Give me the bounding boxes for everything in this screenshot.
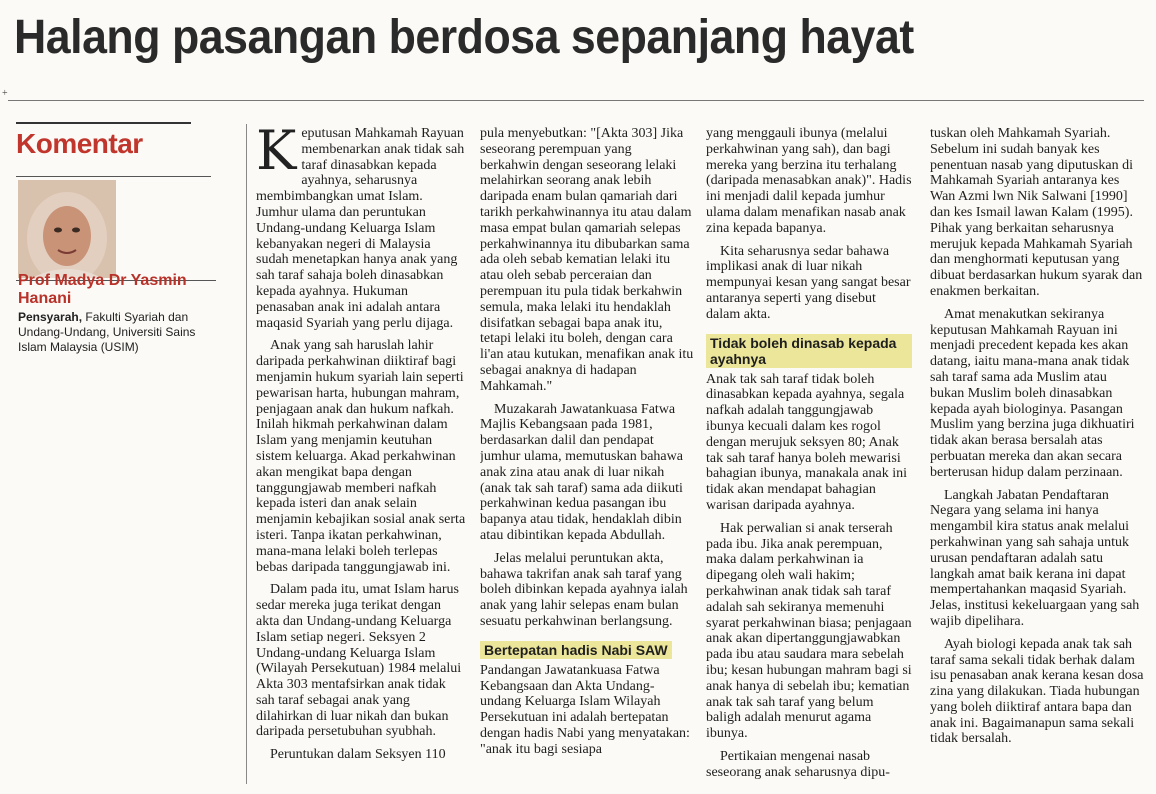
article-paragraph: tuskan oleh Mahkamah Syariah. Sebelum ini sudah banyak kes penentuan nasab yang diputuskan di Mahkamah Syariah antaranya kes Wan Azmi lwn Nik Salwani [1990] dan kes Ismail lawan Kalam (1995). Pihak yang berkaitan seharusnya merujuk kepada Mahkamah Syariah dan menghormati keputusan yang dibuat berdasarkan hukum syarak dan enakmen berkaitan. [930, 126, 1143, 299]
registration-mark: + [2, 88, 8, 99]
article-paragraph: Dalam pada itu, umat Islam harus sedar mereka juga terikat dengan akta dan Undang-undang Keluarga Islam setiap negeri. Seksyen 2 Undang-undang Keluarga Islam (Wilayah Persekutuan) 1984 melalui Akta 303 mentafsirkan anak tidak sah taraf sebagai anak yang dilahirkan di luar nikah dan bukan daripada persetubuhan syubhah. [256, 582, 462, 740]
author-name: Prof Madya Dr Yasmin Hanani [18, 272, 187, 307]
article-column-1 [256, 126, 466, 792]
subheading-wrapper [480, 637, 694, 661]
author-sidebar [12, 120, 232, 780]
article-paragraph [256, 126, 466, 331]
headline: Halang pasangan berdosa sepanjang hayat [14, 11, 914, 64]
article-paragraph: Kita seharusnya sedar bahawa implikasi anak di luar nikah mempunyai kesan yang sangat besar antaranya seperti yang disebut dalam akta. [706, 243, 911, 322]
drop-cap: K [256, 126, 297, 182]
article-paragraph: Anak yang sah haruslah lahir daripada perkahwinan diiktiraf bagi menjamin hukum syariah lain seperti pewarisan harta, hubungan mahram, penjagaan anak dan hukum nafkah. Inilah hikmah perkahwinan dalam Islam yang menjamin keutuhan sistem keluarga. Akad perkahwinan akan mengikat bapa dengan tanggungjawab memberi nafkah kepada isteri dan anak selain menjamin kebajikan sosial anak serta isteri. Tanpa ikatan perkahwinan, mana-mana lelaki boleh terlepas bebas daripada tanggungjawab ini. [256, 338, 466, 575]
article-column-4 [930, 126, 1144, 792]
subheading-wrapper [706, 330, 912, 370]
kicker-rule [16, 122, 191, 124]
subheading: Bertepatan hadis Nabi SAW [480, 641, 672, 659]
drop-cap-paragraph-text: eputusan Mahkamah Rayuan membenarkan anak tidak sah taraf dinasabkan kepada ayahnya, seharusnya membimbangkan umat Islam. Jumhur ulama dan peruntukan Undang-undang Keluarga Islam kebanyakan negeri di Malaysia sudah menetapkan hanya anak yang sah taraf sahaja boleh dinasabkan kepada ayahnya. Hukuman penasaban anak ini adalah antara maqasid Syariah yang perlu dijaga. [256, 126, 465, 331]
column-divider [246, 124, 247, 784]
article-paragraph: Pertikaian mengenai nasab seseorang anak seharusnya dipu- [706, 748, 890, 780]
article-paragraph: Jelas melalui peruntukan akta, bahawa takrifan anak sah taraf yang boleh dibinkan kepada ayahnya ialah anak yang lahir selepas enam bulan sesuatu perkahwinan berlangsung. [480, 550, 688, 629]
author-description [18, 310, 208, 355]
article-paragraph: Pandangan Jawatankuasa Fatwa Kebangsaan dan Akta Undang-undang Keluarga Islam Wilayah Persekutuan ini adalah bertepatan dengan hadis Nabi yang menyatakan: "anak itu bagi sesiapa [480, 662, 690, 757]
author-role-label: Pensyarah, [18, 310, 83, 324]
article-paragraph: Amat menakutkan sekiranya keputusan Mahkamah Rayuan ini menjadi precedent kepada kes akan datang, iaitu mana-mana anak tidak sah taraf sama ada Muslim atau bukan Muslim boleh dinasabkan kepada ayah biologinya. Pasangan Muslim yang berzina juga dikhuatiri tidak akan berasa bersalah atas perbuatan mereka dan akan secara berterusan hidup dalam perzinaan. [930, 306, 1135, 480]
header-rule [8, 100, 1144, 101]
article-paragraph: Ayah biologi kepada anak tak sah taraf sama sekali tidak berhak dalam isu penasaban anak kerana kesan dosa zina yang dilakukan. Tiada hubungan yang boleh diiktiraf antara bapa dan anak ini. Bagaimanapun sama sekali tidak bersalah. [930, 636, 1144, 747]
subheading: Tidak boleh dinasab kepada ayahnya [706, 334, 912, 368]
article-column-2 [480, 126, 694, 792]
article-paragraph: Peruntukan dalam Seksyen 110 [270, 747, 446, 763]
author-portrait-image [18, 180, 116, 278]
author-role-text: Fakulti Syariah dan Undang-Undang, Universiti Sains Islam Malaysia (USIM) [18, 310, 196, 354]
article-paragraph: yang menggauli ibunya (melalui perkahwinan yang sah), dan bagi mereka yang berzina itu terhalang (daripada menasabkan anak)". Hadis ini menjadi dalil kepada jumhur ulama dalam menafikan nasab anak zina kepada bapanya. [706, 126, 912, 236]
article-paragraph: Hak perwalian si anak terserah pada ibu. Jika anak perempuan, maka dalam perkahwinan ia dipegang oleh wali hakim; perkahwinan anak tidak sah taraf adalah sah sekiranya memenuhi syarat perkahwinan biasa; penjagaan anak akan dipertanggungjawabkan pada ibu atau saudara mara sebelah ibu; kesan hubungan mahram bagi si anak hanya di sebelah ibu; kematian anak tak sah taraf yang belum baligh adalah menurut agama ibunya. [706, 520, 912, 742]
kicker-underline [16, 176, 211, 177]
article-paragraph: pula menyebutkan: "[Akta 303] Jika seseorang perempuan yang berkahwin dengan seseorang lelaki melahirkan seorang anak lebih daripada enam bulan qamariah dari tarikh perkahwinannya itu atau dalam masa empat bulan qamariah selepas perkahwinannya itu dibubarkan sama ada oleh sebab kematian lelaki itu atau oleh sebab perceraian dan perempuan itu pula tidak berkahwin semula, maka lelaki itu hendaklah disifatkan sebagai bapa anak itu, tetapi lelaki itu boleh, dengan cara li'an atau kutukan, menafikan anak itu sebagai anaknya di hadapan Mahkamah." [480, 126, 694, 394]
article-paragraph: Langkah Jabatan Pendaftaran Negara yang selama ini hanya mengambil kira status anak melalui perkahwinan yang sah sahaja untuk urusan pendaftaran adalah satu langkah amat baik kerana ini dapat mempertahankan maqasid Syariah. Jelas, institusi kekeluargaan yang sah wajib dipelihara. [930, 487, 1140, 629]
article-paragraph: Anak tak sah taraf tidak boleh dinasabkan kepada ayahnya, segala nafkah adalah tanggungjawab ibunya kecuali dalam kes rogol dengan merujuk seksyen 80; Anak tak sah taraf hanya boleh mewarisi bahagian ibunya, manakala anak ini tidak akan mendapat bahagian warisan daripada ayahnya. [706, 371, 907, 513]
section-kicker: Komentar [16, 128, 143, 159]
article-column-3 [706, 126, 912, 792]
article-paragraph: Muzakarah Jawatankuasa Fatwa Majlis Kebangsaan pada 1981, berdasarkan dalil dan pendapat jumhur ulama, memutuskan bahawa anak zina atau anak di luar nikah (anak tak sah taraf) sama ada diikuti perkahwinan kedua pasangan ibu bapanya atau tidak, hendaklah dibin atau dibintikan kepada Abdullah. [480, 401, 683, 543]
author-photo [18, 180, 116, 278]
